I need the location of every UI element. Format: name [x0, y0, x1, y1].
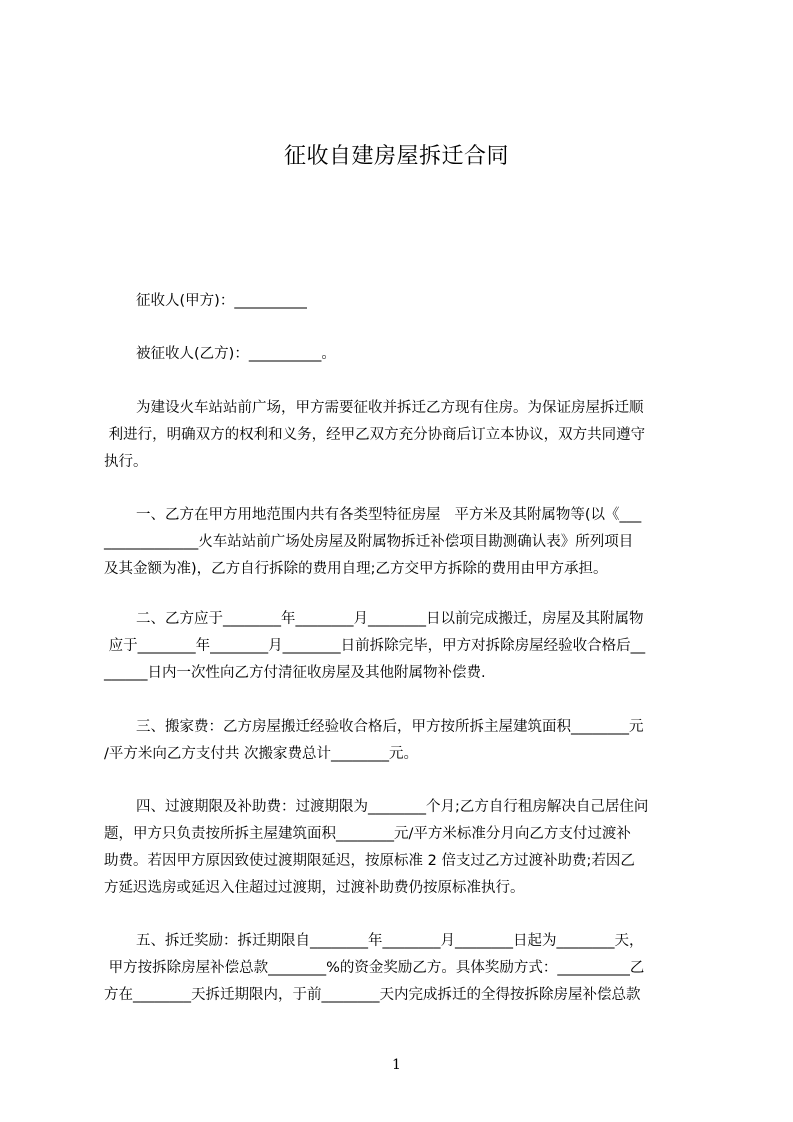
clause-2-line: 应于________年________月________日前拆除完毕，甲方对拆除房屋经验收合格后__ [104, 638, 646, 654]
clause-5-line: 甲方按拆除房屋补偿总款________%的资金奖励乙方。具体奖励方式：__________乙 [104, 960, 645, 976]
party-a-line [104, 288, 701, 315]
clause-1-line: 及其金额为准)，乙方自行拆除的费用自理;乙方交甲方拆除的费用由甲方承担。 [104, 561, 608, 577]
clause-2-line: 二、乙方应于________年________月________日以前完成搬迁，房屋及其附属物 [136, 611, 644, 627]
clause-3-line: 三、搬家费：乙方房屋搬迁经验收合格后，甲方按所拆主屋建筑面积________元 [136, 719, 644, 735]
document-title: 征收自建房屋拆迁合同 [283, 144, 509, 169]
intro-line: 执行。 [104, 454, 148, 470]
clause-1-line: _____________火车站站前广场处房屋及附属物拆迁补偿项目勘测确认表》所列项目 [104, 534, 634, 550]
party-b-text: 被征收人(乙方)：__________。 [136, 346, 336, 362]
clause-1-line: 一、乙方在甲方用地范围内共有各类型特征房屋 平方米及其附属物等(以《___ [136, 507, 642, 523]
clause-3-line: /平方米向乙方支付共 次搬家费总计________元。 [104, 746, 418, 762]
clause-5-line: 五、拆迁奖励：拆迁期限自________年________月________日起为________天， [136, 933, 644, 949]
party-b-line [104, 341, 701, 368]
clause-4-line: 题，甲方只负责按所拆主屋建筑面积________元/平方米标准分月向乙方支付过渡补 [104, 826, 631, 842]
clause-2-line: ______日内一次性向乙方付清征收房屋及其他附属物补偿费. [104, 665, 486, 681]
clause-5-line: 方在________天拆迁期限内，于前________天内完成拆迁的全得按拆除房屋补偿总款 [104, 987, 641, 1003]
intro-line: 利进行，明确双方的权利和义务，经甲乙双方充分协商后订立本协议，双方共同遵守 [104, 427, 646, 443]
party-a-text: 征收人(甲方)：__________ [136, 293, 307, 309]
page-number: 1 [392, 1057, 401, 1073]
clause-4-paragraph [104, 794, 701, 902]
intro-paragraph [104, 395, 701, 476]
clause-1-paragraph [104, 502, 701, 583]
clause-2-paragraph [104, 606, 701, 687]
clause-3-paragraph [104, 714, 701, 768]
clause-4-line: 四、过渡期限及补助费：过渡期限为________个月;乙方自行租房解决自己居住问 [136, 799, 649, 815]
clause-5-paragraph [104, 928, 701, 1009]
clause-4-line: 方延迟选房或延迟入住超过过渡期，过渡补助费仍按原标准执行。 [104, 880, 525, 896]
intro-line: 为建设火车站站前广场，甲方需要征收并拆迁乙方现有住房。为保证房屋拆迁顺 [136, 400, 644, 416]
clause-4-line: 助费。若因甲方原因致使过渡期限延迟，按原标准 2 倍支过乙方过渡补助费;若因乙 [104, 853, 635, 869]
